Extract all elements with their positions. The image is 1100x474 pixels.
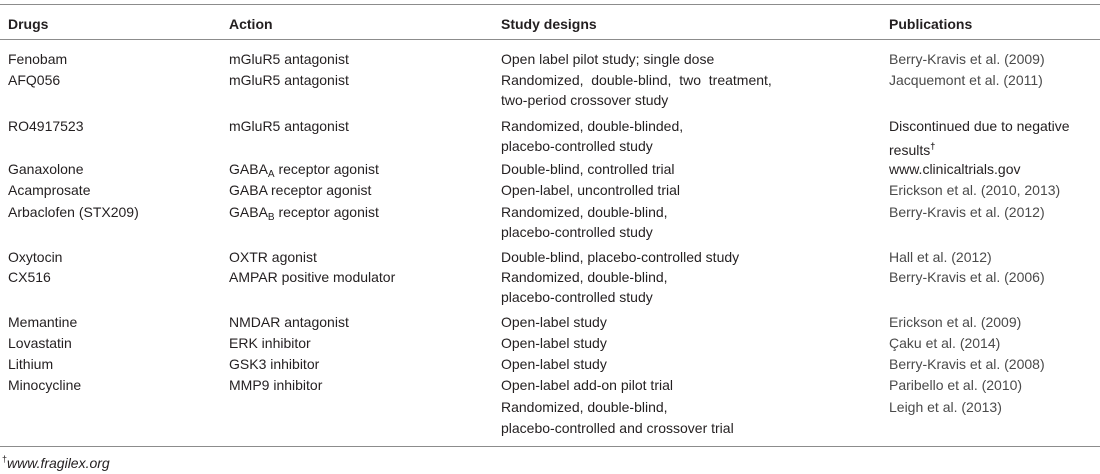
cell-publication: Berry-Kravis et al. (2008) [889,356,1045,372]
cell-design: Double-blind, controlled trial [501,161,675,177]
publication-text: results [889,142,931,158]
table-bottom-rule [0,446,1100,447]
header-drugs: Drugs [8,16,49,32]
cell-publication: Leigh et al. (2013) [889,399,1002,415]
cell-action: AMPAR positive modulator [229,269,396,285]
cell-design: placebo-controlled study [501,138,653,154]
cell-action: GSK3 inhibitor [229,356,320,372]
cell-drug: AFQ056 [8,72,61,88]
cell-design: two-period crossover study [501,92,669,108]
table-header-rule [0,39,1100,40]
action-text: GABA [229,161,268,177]
cell-design: placebo-controlled and crossover trial [501,420,734,436]
cell-action: ERK inhibitor [229,335,311,351]
cell-publication: Çaku et al. (2014) [889,335,1001,351]
cell-design: placebo-controlled study [501,224,653,240]
table-footnote [2,454,110,471]
cell-design: Randomized, double-blind, two treatment, [501,72,772,88]
cell-drug: Lithium [8,356,54,372]
cell-action: GABA receptor agonist [229,182,372,198]
cell-design: Randomized, double-blind, [501,269,668,285]
action-text: receptor agonist [274,161,379,177]
cell-publication: Hall et al. (2012) [889,249,992,265]
dagger-mark: † [930,141,936,151]
cell-design: Randomized, double-blinded, [501,118,684,134]
cell-publication: Erickson et al. (2010, 2013) [889,182,1061,198]
cell-publication: Jacquemont et al. (2011) [889,72,1043,88]
cell-action: OXTR agonist [229,249,317,265]
cell-drug: Lovastatin [8,335,72,351]
cell-action: mGluR5 antagonist [229,72,349,88]
cell-drug: Arbaclofen (STX209) [8,204,139,220]
header-study-designs: Study designs [501,16,597,32]
cell-publication [889,137,935,160]
cell-drug: Fenobam [8,51,68,67]
footnote-mark: † [2,454,8,464]
action-text: GABA [229,204,268,220]
cell-drug: CX516 [8,269,51,285]
cell-design: Double-blind, placebo-controlled study [501,249,740,265]
cell-drug: Ganaxolone [8,161,84,177]
cell-action: mGluR5 antagonist [229,118,349,134]
cell-drug: Acamprosate [8,182,91,198]
cell-publication: Berry-Kravis et al. (2009) [889,51,1045,67]
cell-design: Randomized, double-blind, [501,204,668,220]
cell-publication: Discontinued due to negative [889,118,1070,134]
cell-publication: Paribello et al. (2010) [889,377,1023,393]
header-publications: Publications [889,16,973,32]
cell-action [229,203,379,227]
cell-design: Open-label add-on pilot trial [501,377,673,393]
cell-design: Open label pilot study; single dose [501,51,715,67]
cell-drug: Minocycline [8,377,82,393]
table-top-rule [0,4,1100,5]
header-action: Action [229,16,273,32]
cell-action: NMDAR antagonist [229,314,349,330]
cell-design: Open-label study [501,314,607,330]
footnote-text: www.fragilex.org [7,455,110,471]
cell-drug: Memantine [8,314,78,330]
cell-design: Open-label study [501,356,607,372]
cell-drug: RO4917523 [8,118,84,134]
cell-design: Randomized, double-blind, [501,399,668,415]
cell-design: placebo-controlled study [501,289,653,305]
action-subscript: B [267,212,275,223]
cell-action: MMP9 inhibitor [229,377,323,393]
cell-publication: Berry-Kravis et al. (2006) [889,269,1045,285]
cell-publication: www.clinicaltrials.gov [889,161,1021,177]
action-subscript: A [267,169,275,180]
cell-publication: Erickson et al. (2009) [889,314,1022,330]
cell-design: Open-label study [501,335,607,351]
cell-design: Open-label, uncontrolled trial [501,182,680,198]
action-text: receptor agonist [274,204,379,220]
cell-drug: Oxytocin [8,249,63,265]
cell-publication: Berry-Kravis et al. (2012) [889,204,1045,220]
cell-action: mGluR5 antagonist [229,51,349,67]
